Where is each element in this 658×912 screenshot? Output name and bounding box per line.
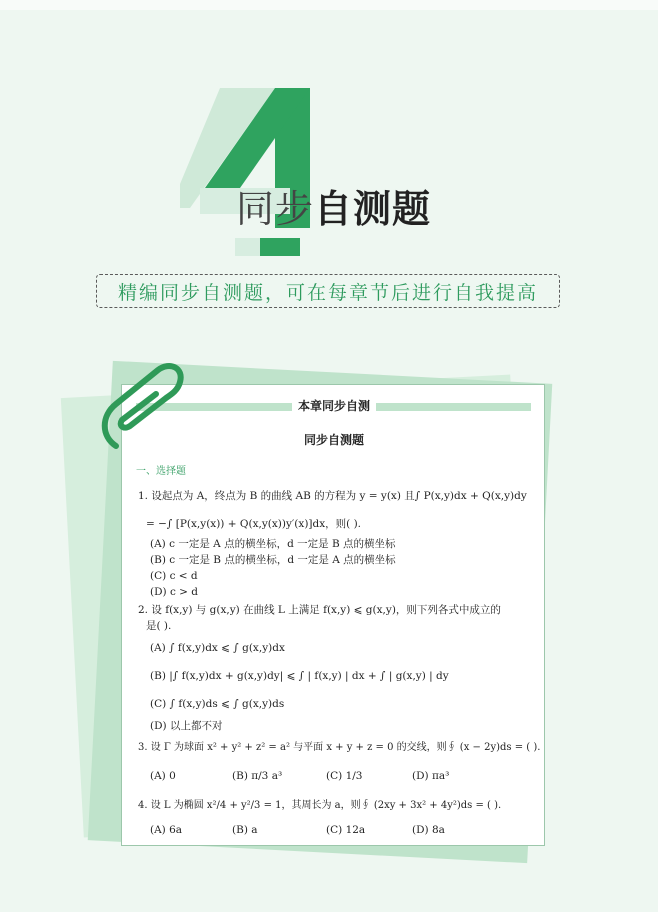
question-2-line-2: 是( ).	[146, 620, 172, 632]
question-4-option-c: (C) 12a	[326, 824, 366, 836]
question-1-option-d: (D) c > d	[150, 586, 199, 598]
question-4-option-a: (A) 6a	[150, 824, 183, 836]
question-2-option-b: (B) |∫ f(x,y)dx + g(x,y)dy| ⩽ ∫ | f(x,y) | dx + ∫ | g(x,y) | dy	[150, 670, 449, 682]
question-4-option-d: (D) 8a	[412, 824, 445, 836]
sub-title: 同步自测题	[303, 433, 364, 447]
page-title	[236, 184, 431, 234]
question-3-option-d: (D) πa³	[412, 770, 450, 782]
section-heading: 一、选择题	[136, 466, 186, 477]
question-3-option-a: (A) 0	[150, 770, 176, 782]
top-band	[0, 0, 658, 10]
question-1-line-1: 1. 设起点为 A，终点为 B 的曲线 AB 的方程为 y = y(x) 且∫ P(x,y)dx + Q(x,y)dy	[138, 490, 527, 502]
paper-clip-icon	[96, 356, 186, 456]
question-1-option-c: (C) c < d	[150, 570, 198, 582]
chapter-number-four-graphic	[180, 78, 330, 268]
question-1-line-2: = −∫ [P(x,y(x)) + Q(x,y(x))y′(x)]dx，则( ).	[146, 518, 362, 530]
page-title-part1: 同步	[236, 187, 315, 231]
question-4-line-1: 4. 设 L 为椭圆 x²/4 + y²/3 = 1，其周长为 a，则∮ (2xy + 3x² + 4y²)ds = ( ).	[138, 800, 502, 811]
question-3-option-b: (B) π/3 a³	[232, 770, 283, 782]
question-2-option-d: (D) 以上都不对	[150, 720, 223, 732]
question-1-option-b: (B) c 一定是 B 点的横坐标，d 一定是 A 点的横坐标	[150, 554, 396, 566]
question-2-line-1: 2. 设 f(x,y) 与 g(x,y) 在曲线 L 上满足 f(x,y) ⩽ g(x,y)，则下列各式中成立的	[138, 604, 501, 616]
question-3-option-c: (C) 1/3	[326, 770, 363, 782]
question-3-line-1: 3. 设 Γ 为球面 x² + y² + z² = a² 与平面 x + y + z = 0 的交线，则∮ (x − 2y)ds = ( ).	[138, 742, 541, 753]
question-4-option-b: (B) a	[232, 824, 258, 836]
page-title-part2: 自测题	[314, 187, 432, 231]
subtitle-banner	[96, 274, 560, 308]
question-2-option-a: (A) ∫ f(x,y)dx ⩽ ∫ g(x,y)dx	[150, 642, 285, 654]
question-1-option-a: (A) c 一定是 A 点的横坐标，d 一定是 B 点的横坐标	[150, 538, 396, 550]
banner-text: 精编同步自测题，可在每章节后进行自我提高	[117, 281, 538, 304]
question-2-option-c: (C) ∫ f(x,y)ds ⩽ ∫ g(x,y)ds	[150, 698, 285, 710]
chapter-title-text: 本章同步自测	[292, 399, 376, 413]
